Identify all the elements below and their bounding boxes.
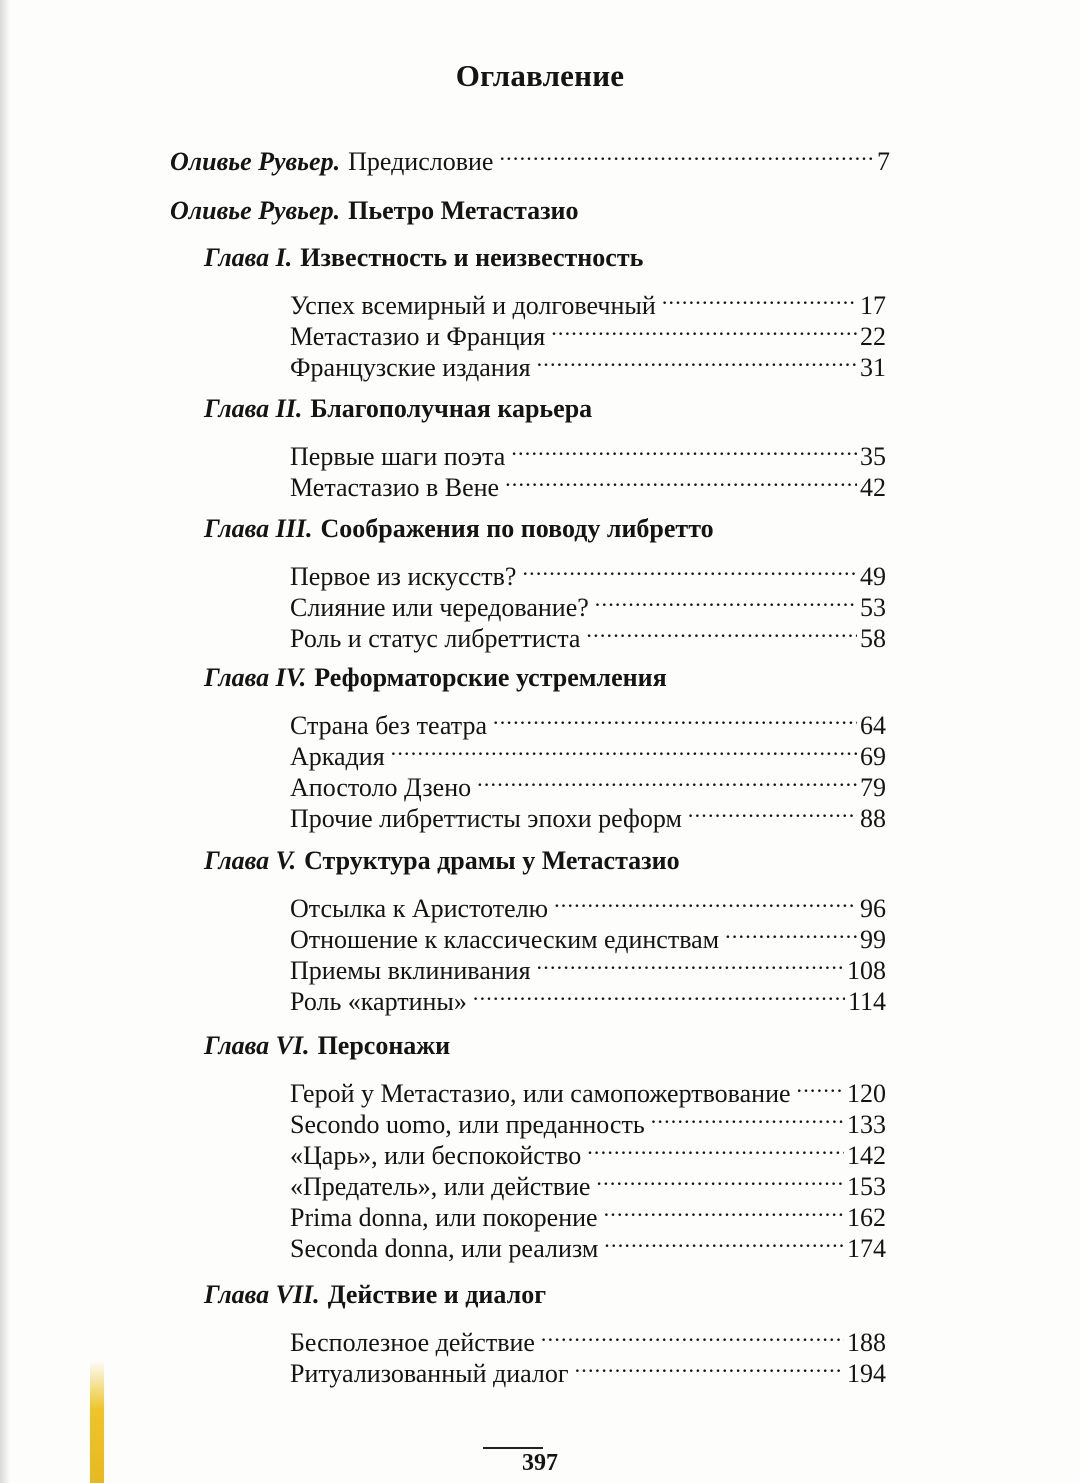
toc-entry [290,615,886,655]
chapter-title: Действие и диалог [327,1280,547,1309]
entry-page: 99 [860,925,886,954]
entry-title: Роль и статус либреттиста [290,624,581,653]
toc-entry [290,344,886,384]
dot-leader [797,1070,844,1102]
entry-title: Предисловие [348,147,494,176]
entry-page: 153 [847,1172,886,1201]
entry-title: Апостоло Дзено [290,773,472,802]
page-title: Оглавление [455,58,625,93]
entry-title: Метастазио и Франция [290,322,546,351]
entry-page: 42 [860,473,886,502]
dot-leader [537,947,844,979]
dot-leader [473,978,845,1010]
dot-leader [595,584,857,616]
dot-leader [541,1319,844,1351]
chapter-label: Глава III. [204,514,313,543]
toc-part-heading [170,195,579,227]
toc-entry [290,464,886,504]
dot-leader [604,1194,844,1226]
entry-page: 174 [847,1234,886,1263]
chapter-heading [204,845,680,877]
entry-title: Метастазио в Вене [290,473,500,502]
chapter-title: Благополучная карьера [310,394,593,423]
entry-author: Оливье Рувьер. [170,147,341,176]
page-number-rule [483,1447,543,1449]
entry-page: 64 [860,711,886,740]
entry-title: Аркадия [290,742,385,771]
toc-entry [290,1350,886,1390]
chapter-heading [204,662,667,694]
entry-page: 120 [847,1079,886,1108]
toc-entry-preface [170,138,890,178]
toc-entry [290,1225,886,1265]
chapter-title: Структура драмы у Метастазио [304,846,680,875]
toc-entry [290,795,886,835]
chapter-label: Глава VII. [204,1280,320,1309]
chapter-label: Глава I. [204,243,293,272]
entry-title: Prima donna, или покорение [290,1203,598,1232]
entry-title: Французские издания [290,353,531,382]
entry-title: Герой у Метастазио, или самопожертвование [290,1079,791,1108]
dot-leader [477,764,857,796]
dot-leader [554,885,857,917]
chapter-label: Глава II. [204,394,303,423]
part-title: Пьетро Метастазио [348,196,579,225]
entry-title: Приемы вклинивания [290,956,531,985]
entry-page: 188 [847,1328,886,1357]
entry-title: Успех всемирный и долговечный [290,291,656,320]
chapter-title: Персонажи [317,1031,451,1060]
entry-page: 142 [847,1141,886,1170]
chapter-heading [204,1279,546,1311]
entry-page: 96 [860,894,886,923]
dot-leader [505,464,857,496]
entry-title: «Предатель», или действие [290,1172,591,1201]
chapter-label: Глава V. [204,846,297,875]
entry-page: 22 [860,322,886,351]
entry-page: 133 [847,1110,886,1139]
entry-page: 88 [860,804,886,833]
entry-title: Ритуализованный диалог [290,1359,569,1388]
entry-title: Прочие либреттисты эпохи реформ [290,804,682,833]
dot-leader [604,1225,844,1257]
dot-leader [651,1101,844,1133]
entry-page: 79 [860,773,886,802]
dot-leader [511,433,857,465]
entry-title: Слияние или чередование? [290,593,589,622]
dot-leader [537,344,857,376]
entry-page: 53 [860,593,886,622]
entry-page: 7 [877,147,890,176]
chapter-heading [204,1030,450,1062]
dot-leader [688,795,857,827]
entry-page: 58 [860,624,886,653]
dot-leader [662,282,857,314]
entry-page: 114 [847,987,886,1016]
dot-leader [596,1163,844,1195]
entry-page: 69 [860,742,886,771]
dot-leader [575,1350,844,1382]
entry-title: Отсылка к Аристотелю [290,894,549,923]
chapter-title: Известность и неизвестность [300,243,644,272]
chapter-heading [204,513,714,545]
entry-page: 17 [860,291,886,320]
dot-leader [499,138,874,170]
dot-leader [551,313,857,345]
chapter-title: Реформаторские устремления [314,663,667,692]
page-edge-shadow [0,0,10,1483]
entry-page: 31 [860,353,886,382]
entry-title: Страна без театра [290,711,487,740]
chapter-heading [204,393,592,425]
entry-title: Secondo uomo, или преданность [290,1110,645,1139]
entry-page: 162 [847,1203,886,1232]
toc-entry [290,978,886,1018]
dot-leader [586,615,857,647]
entry-title: Первое из искусств? [290,562,517,591]
entry-title: Seconda donna, или реализм [290,1234,599,1263]
entry-title: Отношение к классическим единствам [290,925,720,954]
entry-page: 108 [847,956,886,985]
dot-leader [725,916,857,948]
chapter-heading [204,242,643,274]
chapter-label: Глава IV. [204,663,307,692]
dot-leader [522,553,857,585]
dot-leader [391,733,857,765]
entry-title: Роль «картины» [290,987,467,1016]
entry-page: 194 [847,1359,886,1388]
entry-page: 35 [860,442,886,471]
chapter-label: Глава VI. [204,1031,310,1060]
part-author: Оливье Рувьер. [170,196,341,225]
page-number: 397 [522,1450,558,1476]
chapter-title: Соображения по поводу либретто [320,514,714,543]
dot-leader [493,702,857,734]
entry-title: «Царь», или беспокойство [290,1141,582,1170]
entry-page: 49 [860,562,886,591]
entry-title: Бесполезное действие [290,1328,535,1357]
dot-leader [587,1132,844,1164]
entry-title: Первые шаги поэта [290,442,506,471]
